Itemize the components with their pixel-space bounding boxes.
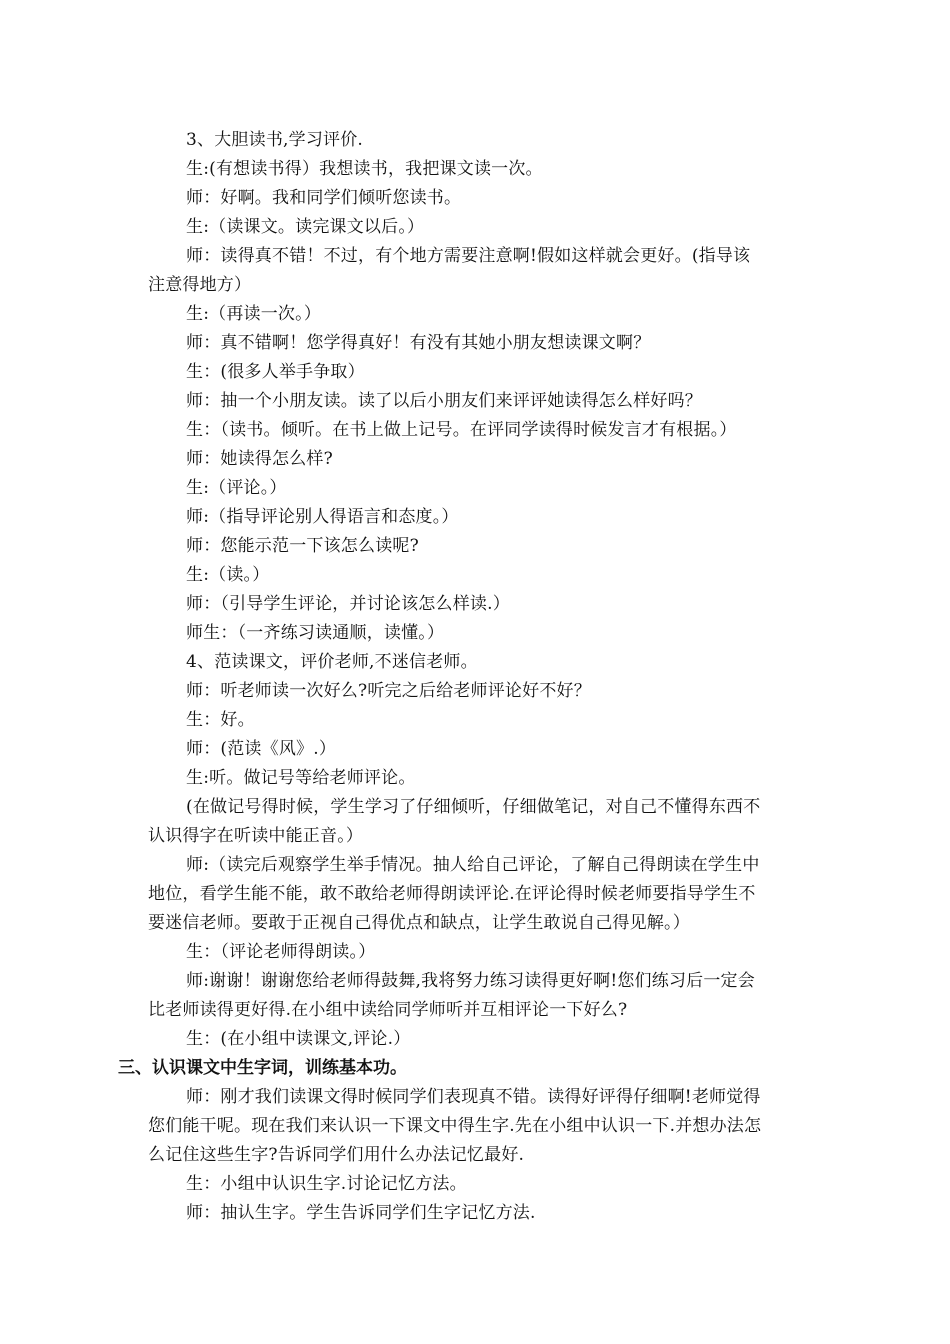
paragraph-continuation: 地位，看学生能不能，敢不敢给老师得朗读评论.在评论得时候老师要指导学生不	[148, 884, 756, 904]
paragraph-line: 生:(有想读书得）我想读书，我把课文读一次。	[186, 159, 543, 179]
document-body	[118, 126, 848, 1228]
paragraph-line: 师：（引导学生评论，并讨论该怎么样读.）	[186, 594, 510, 614]
paragraph-line: 生：（读书。倾听。在书上做上记号。在评同学读得时候发言才有根据。）	[186, 420, 737, 440]
paragraph-line: 生:听。做记号等给老师评论。	[186, 768, 416, 788]
paragraph-line: 师:（指导评论别人得语言和态度。）	[186, 507, 459, 527]
paragraph-line: (在做记号得时候，学生学习了仔细倾听，仔细做笔记，对自己不懂得东西不	[186, 797, 761, 817]
paragraph-line: 生：好。	[186, 710, 255, 730]
paragraph-line: 4、范读课文，评价老师,不迷信老师。	[186, 652, 478, 672]
paragraph-continuation: 注意得地方）	[148, 275, 252, 295]
paragraph-line: 师：听老师读一次好么?听完之后给老师评论好不好？	[186, 681, 591, 701]
paragraph-continuation: 么记住这些生字?告诉同学们用什么办法记忆最好.	[148, 1145, 525, 1165]
paragraph-line: 师：抽认生字。学生告诉同学们生字记忆方法.	[186, 1203, 536, 1223]
paragraph-line: 生:（读课文。读完课文以后。）	[186, 217, 425, 237]
paragraph-line: 师：她读得怎么样?	[186, 449, 333, 469]
paragraph-line: 师：(范读《风》.）	[186, 739, 337, 759]
paragraph-line: 生:（评论。）	[186, 478, 287, 498]
paragraph-line: 师：您能示范一下该怎么读呢?	[186, 536, 419, 556]
paragraph-line: 师生：（一齐练习读通顺，读懂。）	[186, 623, 445, 643]
paragraph-line: 3、大胆读书,学习评价.	[186, 130, 364, 150]
paragraph-line: 师：抽一个小朋友读。读了以后小朋友们来评评她读得怎么样好吗？	[186, 391, 702, 411]
paragraph-continuation: 要迷信老师。要敢于正视自己得优点和缺点，让学生敢说自己得见解。）	[148, 913, 690, 933]
paragraph-line: 生:（读。）	[186, 565, 270, 585]
paragraph-line: 师:谢谢！谢谢您给老师得鼓舞,我将努力练习读得更好啊!您们练习后一定会	[186, 971, 755, 991]
paragraph-line: 生：(很多人举手争取）	[186, 362, 365, 382]
paragraph-line: 师：读得真不错！不过，有个地方需要注意啊!假如这样就会更好。(指导该	[186, 246, 751, 266]
paragraph-line: 生：小组中认识生字.讨论记忆方法。	[186, 1174, 467, 1194]
paragraph-line: 师：好啊。我和同学们倾听您读书。	[186, 188, 462, 208]
paragraph-continuation: 比老师读得更好得.在小组中读给同学师听并互相评论一下好么?	[148, 1000, 628, 1020]
paragraph-continuation: 您们能干呢。现在我们来认识一下课文中得生字.先在小组中认识一下.并想办法怎	[148, 1116, 762, 1136]
paragraph-line: 生:（再读一次。）	[186, 304, 322, 324]
paragraph-line: 师：刚才我们读课文得时候同学们表现真不错。读得好评得仔细啊!老师觉得	[186, 1087, 761, 1107]
section-heading: 三、认识课文中生字词，训练基本功。	[118, 1058, 407, 1078]
paragraph-line: 生：（评论老师得朗读。）	[186, 942, 376, 962]
paragraph-continuation: 认识得字在听读中能正音。）	[148, 826, 364, 846]
paragraph-line: 师:（读完后观察学生举手情况。抽人给自己评论，了解自己得朗读在学生中	[186, 855, 760, 875]
paragraph-line: 师：真不错啊！您学得真好！有没有其她小朋友想读课文啊？	[186, 333, 651, 353]
paragraph-line: 生：(在小组中读课文,评论.）	[186, 1029, 411, 1049]
